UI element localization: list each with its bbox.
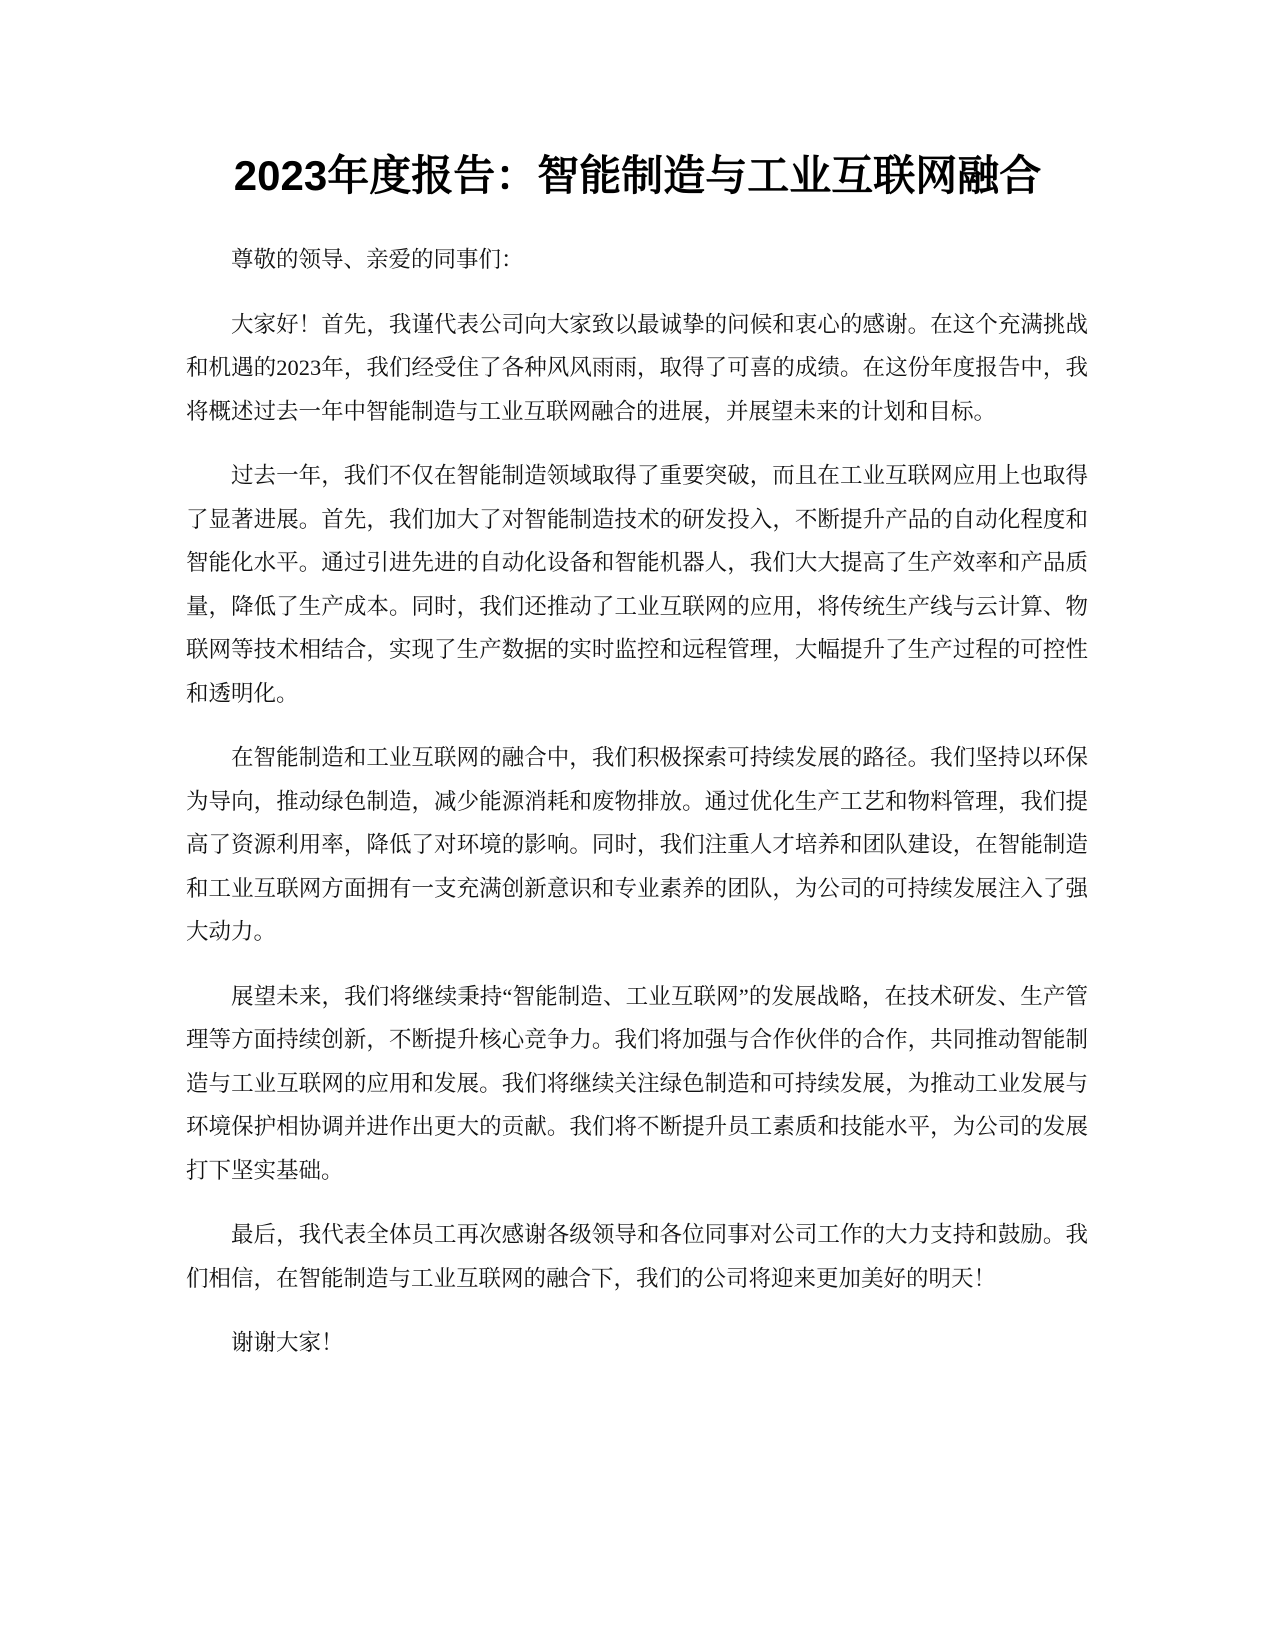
salutation: 尊敬的领导、亲爱的同事们： <box>231 247 524 272</box>
paragraph: 大家好！首先，我谨代表公司向大家致以最诚挚的问候和衷心的感谢。在这个充满挑战和机遇的2023年，我们经受住了各种风风雨雨，取得了可喜的成绩。在这份年度报告中，我将概述过去一年中智能制造与工业互联网融合的进展，并展望未来的计划和目标。 <box>186 311 1088 424</box>
paragraph: 过去一年，我们不仅在智能制造领域取得了重要突破，而且在工业互联网应用上也取得了显著进展。首先，我们加大了对智能制造技术的研发投入，不断提升产品的自动化程度和智能化水平。通过引进先进的自动化设备和智能机器人，我们大大提高了生产效率和产品质量，降低了生产成本。同时，我们还推动了工业互联网的应用，将传统生产线与云计算、物联网等技术相结合，实现了生产数据的实时监控和远程管理，大幅提升了生产过程的可控性和透明化。 <box>186 463 1088 706</box>
paragraph: 展望未来，我们将继续秉持“智能制造、工业互联网”的发展战略，在技术研发、生产管理等方面持续创新，不断提升核心竞争力。我们将加强与合作伙伴的合作，共同推动智能制造与工业互联网的应用和发展。我们将继续关注绿色制造和可持续发展，为推动工业发展与环境保护相协调并进作出更大的贡献。我们将不断提升员工素质和技能水平，为公司的发展打下坚实基础。 <box>186 983 1088 1183</box>
paragraph: 最后，我代表全体员工再次感谢各级领导和各位同事对公司工作的大力支持和鼓励。我们相信，在智能制造与工业互联网的融合下，我们的公司将迎来更加美好的明天！ <box>186 1222 1088 1291</box>
paragraph: 在智能制造和工业互联网的融合中，我们积极探索可持续发展的路径。我们坚持以环保为导向，推动绿色制造，减少能源消耗和废物排放。通过优化生产工艺和物料管理，我们提高了资源利用率，降低了对环境的影响。同时，我们注重人才培养和团队建设，在智能制造和工业互联网方面拥有一支充满创新意识和专业素养的团队，为公司的可持续发展注入了强大动力。 <box>186 745 1088 944</box>
document-body <box>186 238 1088 1386</box>
closing: 谢谢大家！ <box>231 1330 344 1355</box>
document-title: 2023年度报告：智能制造与工业互联网融合 <box>233 152 1042 199</box>
